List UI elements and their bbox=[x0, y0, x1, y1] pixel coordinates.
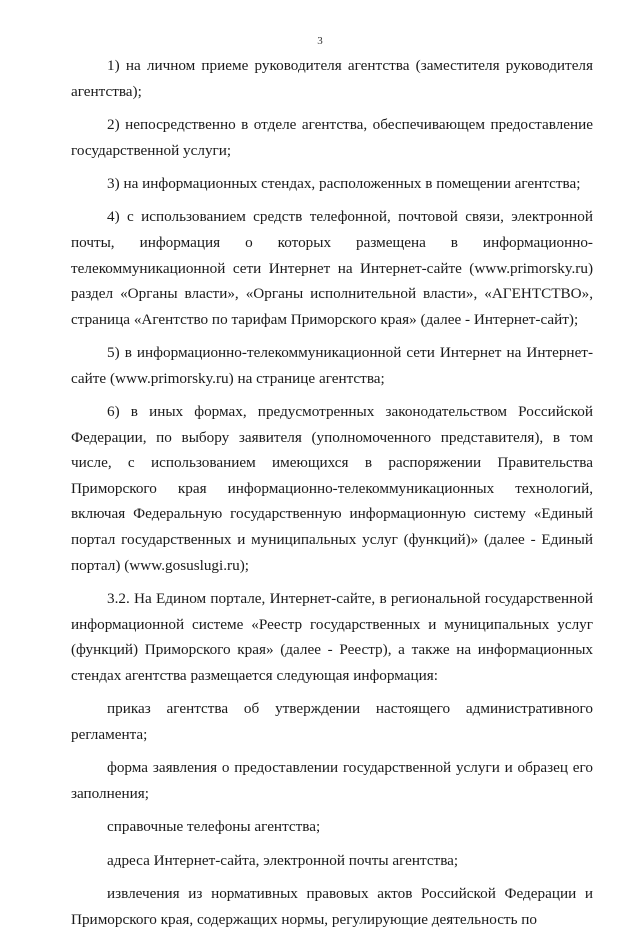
paragraph-item-2: 2) непосредственно в отделе агентства, обеспечивающем предоставление государственной услуги; bbox=[71, 115, 593, 159]
info-list-item: извлечения из нормативных правовых актов Российской Федерации и Приморского края, содержащих нормы, регулирующие деятельность по bbox=[71, 884, 593, 928]
paragraph-item-1: 1) на личном приеме руководителя агентства (заместителя руководителя агентства); bbox=[71, 57, 593, 100]
paragraph-item-6: 6) в иных формах, предусмотренных законодательством Российской Федерации, по выбору заявителя (уполномоченного представителя), в том числе, с использованием имеющихся в распоряжении Правительства Приморского края информационно-телекоммуникационных технологий, включая Федеральную государственную информационную систему «Единый портал государственных и муниципальных услуг (функций)» (далее - Единый портал) (www.gosuslugi.ru); bbox=[71, 403, 593, 574]
section-3-2-paragraph: 3.2. На Едином портале, Интернет-сайте, в региональной государственной информационной системе «Реестр государственных и муниципальных услуг (функций) Приморского края» (далее - Реестр), а также на информационных стендах агентства размещается следующая информация: bbox=[71, 590, 593, 684]
info-list-item: справочные телефоны агентства; bbox=[107, 818, 321, 836]
page-number: 3 bbox=[317, 35, 323, 47]
info-list-item: форма заявления о предоставлении государственной услуги и образец его заполнения; bbox=[71, 759, 593, 802]
paragraph-item-4: 4) с использованием средств телефонной, почтовой связи, электронной почты, информация о которых размещена в информационно-телекоммуникационной сети Интернет на Интернет-сайте (www.primorsky.ru) раздел «Органы власти», «Органы исполнительной власти», «АГЕНТСТВО», страница «Агентство по тарифам Приморского края» (далее - Интернет-сайт); bbox=[71, 208, 593, 328]
info-list-item: приказ агентства об утверждении настоящего административного регламента; bbox=[71, 700, 593, 743]
paragraph-item-5: 5) в информационно-телекоммуникационной сети Интернет на Интернет-сайте (www.primorsky.ru) на странице агентства; bbox=[71, 344, 593, 387]
document-body bbox=[71, 53, 593, 932]
info-list-item: адреса Интернет-сайта, электронной почты агентства; bbox=[107, 851, 459, 869]
paragraph-item-3: 3) на информационных стендах, расположенных в помещении агентства; bbox=[107, 174, 581, 192]
